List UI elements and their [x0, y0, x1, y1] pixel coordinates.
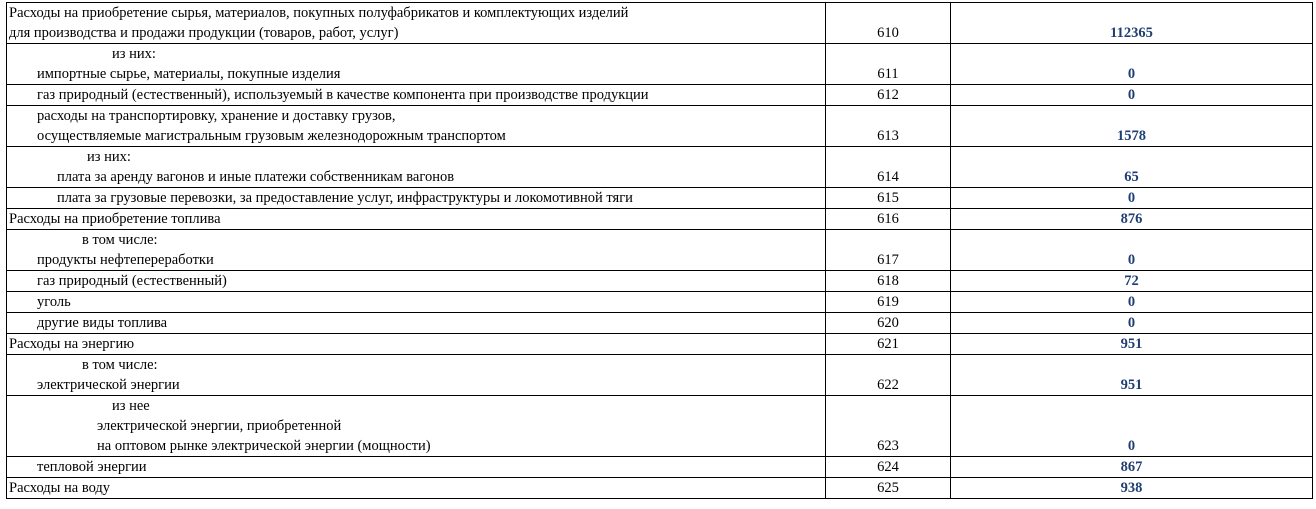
row-value-text: 938 [1120, 480, 1143, 496]
row-value [951, 313, 1313, 334]
row-code-text: 610 [877, 25, 899, 41]
table-row [7, 230, 1313, 271]
row-code [826, 271, 951, 292]
row-label: расходы на транспортировку, хранение и доставку грузов, [37, 108, 396, 124]
table-row [7, 85, 1313, 106]
row-label: электрической энергии [37, 377, 180, 393]
row-code-text: 614 [877, 169, 899, 185]
row-value-text: 876 [1120, 211, 1143, 227]
row-value-text: 0 [1127, 252, 1136, 268]
row-label: из нее [112, 398, 150, 414]
row-code [826, 3, 951, 44]
row-label: Расходы на приобретение сырья, материалов, покупных полуфабрикатов и комплектующих изделий [9, 5, 629, 21]
row-value [951, 188, 1313, 209]
row-value [951, 457, 1313, 478]
row-value-text: 0 [1127, 190, 1136, 206]
row-value-text: 65 [1124, 169, 1139, 185]
row-value [951, 106, 1313, 147]
row-description [7, 355, 826, 396]
row-value [951, 44, 1313, 85]
row-label: в том числе: [82, 232, 158, 248]
row-value-text: 1578 [1117, 128, 1146, 144]
table-row [7, 271, 1313, 292]
row-value-text: 867 [1120, 459, 1143, 475]
row-label: электрической энергии, приобретенной [97, 418, 342, 434]
row-code [826, 478, 951, 499]
row-value-text: 0 [1127, 87, 1136, 103]
row-label: для производства и продажи продукции (товаров, работ, услуг) [9, 25, 399, 41]
row-description [7, 209, 826, 230]
row-code-text: 612 [877, 87, 899, 103]
row-label: из них: [87, 149, 131, 165]
row-label: Расходы на энергию [9, 336, 135, 352]
row-code [826, 188, 951, 209]
row-value [951, 271, 1313, 292]
row-code [826, 44, 951, 85]
row-code-text: 622 [877, 377, 899, 393]
row-code-text: 615 [877, 190, 899, 206]
row-description [7, 85, 826, 106]
row-value-text: 951 [1120, 336, 1143, 352]
row-code [826, 292, 951, 313]
row-code-text: 611 [877, 66, 899, 82]
row-label: плата за грузовые перевозки, за предоставление услуг, инфраструктуры и локомотивной тяги [57, 190, 633, 206]
row-description [7, 44, 826, 85]
row-value [951, 147, 1313, 188]
row-description [7, 230, 826, 271]
row-value [951, 355, 1313, 396]
row-code [826, 209, 951, 230]
row-label: Расходы на приобретение топлива [9, 211, 221, 227]
row-label: импортные сырье, материалы, покупные изделия [37, 66, 341, 82]
row-code-text: 617 [877, 252, 899, 268]
expenses-table [6, 2, 1313, 499]
row-description [7, 147, 826, 188]
row-value [951, 3, 1313, 44]
row-value-text: 0 [1127, 315, 1136, 331]
table-row [7, 396, 1313, 457]
row-value [951, 209, 1313, 230]
table-row [7, 334, 1313, 355]
row-description [7, 457, 826, 478]
row-code [826, 355, 951, 396]
row-code-text: 613 [877, 128, 899, 144]
row-value [951, 230, 1313, 271]
row-value [951, 85, 1313, 106]
row-description [7, 313, 826, 334]
row-value [951, 478, 1313, 499]
row-label: продукты нефтепереработки [37, 252, 214, 268]
row-label: осуществляемые магистральным грузовым железнодорожным транспортом [37, 128, 506, 144]
row-code [826, 230, 951, 271]
row-code [826, 334, 951, 355]
row-label: в том числе: [82, 357, 158, 373]
row-value-text: 112365 [1110, 25, 1153, 41]
row-value-text: 951 [1120, 377, 1143, 393]
row-description [7, 3, 826, 44]
row-label: из них: [112, 46, 156, 62]
row-description [7, 396, 826, 457]
row-description [7, 334, 826, 355]
row-code [826, 313, 951, 334]
row-code [826, 106, 951, 147]
row-code [826, 396, 951, 457]
row-description [7, 188, 826, 209]
row-code [826, 85, 951, 106]
row-label: на оптовом рынке электрической энергии (мощности) [97, 438, 431, 454]
row-code-text: 619 [877, 294, 899, 310]
table-row [7, 106, 1313, 147]
row-value-text: 0 [1127, 294, 1136, 310]
row-description [7, 478, 826, 499]
row-label: газ природный (естественный) [37, 273, 227, 289]
row-label: газ природный (естественный), используемый в качестве компонента при производстве продукции [37, 87, 649, 103]
table-row [7, 44, 1313, 85]
row-code-text: 623 [877, 438, 899, 454]
row-value [951, 334, 1313, 355]
table-row [7, 147, 1313, 188]
row-label: тепловой энергии [37, 459, 147, 475]
row-value-text: 0 [1127, 438, 1136, 454]
row-code-text: 618 [877, 273, 899, 289]
table-row [7, 457, 1313, 478]
row-code-text: 624 [877, 459, 899, 475]
row-label: другие виды топлива [37, 315, 168, 331]
row-code [826, 457, 951, 478]
row-code-text: 616 [877, 211, 899, 227]
row-label: Расходы на воду [9, 480, 111, 496]
row-label: плата за аренду вагонов и иные платежи собственникам вагонов [57, 169, 455, 185]
row-code-text: 620 [877, 315, 899, 331]
table-row [7, 313, 1313, 334]
row-code-text: 625 [877, 480, 899, 496]
row-value [951, 396, 1313, 457]
row-value-text: 0 [1127, 66, 1136, 82]
table-row [7, 292, 1313, 313]
row-value [951, 292, 1313, 313]
table-row [7, 3, 1313, 44]
row-label: уголь [37, 294, 71, 310]
row-code [826, 147, 951, 188]
table-row [7, 188, 1313, 209]
row-code-text: 621 [877, 336, 899, 352]
table-row [7, 355, 1313, 396]
row-description [7, 106, 826, 147]
row-description [7, 271, 826, 292]
row-description [7, 292, 826, 313]
table-row [7, 209, 1313, 230]
row-value-text: 72 [1124, 273, 1139, 289]
table-row [7, 478, 1313, 499]
